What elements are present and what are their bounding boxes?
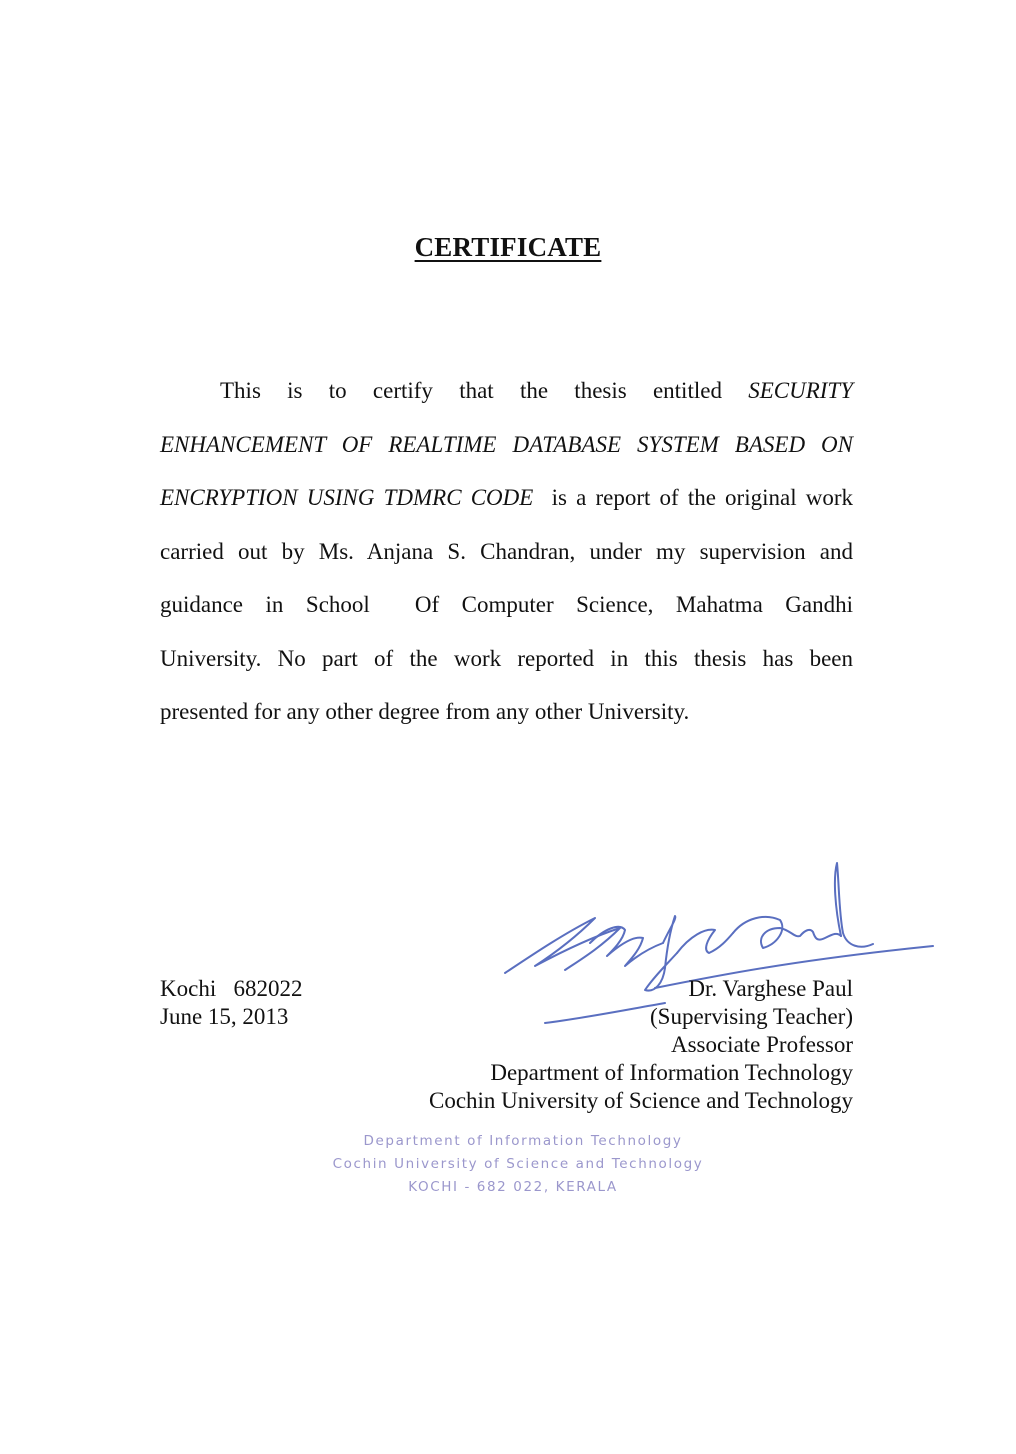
certificate-heading: CERTIFICATE bbox=[414, 232, 602, 262]
signatory-institution: Cochin University of Science and Technology bbox=[428, 1088, 853, 1113]
stamp-line-2: Cochin University of Science and Technology bbox=[332, 1156, 704, 1172]
body-line-7: presented for any other degree from any other University. bbox=[160, 699, 690, 724]
signatory-role: (Supervising Teacher) bbox=[650, 1004, 853, 1029]
certificate-body bbox=[160, 364, 853, 739]
place: Kochi 682022 bbox=[160, 976, 303, 1001]
signatory-name: Dr. Varghese Paul bbox=[688, 976, 853, 1001]
body-line-4: carried out by Ms. Anjana S. Chandran, under my supervision and bbox=[160, 538, 853, 564]
date: June 15, 2013 bbox=[160, 1004, 289, 1029]
body-line-2 bbox=[160, 418, 853, 472]
stamp-line-1: Department of Information Technology bbox=[363, 1133, 683, 1149]
stamp-line-3: KOCHI - 682 022, KERALA bbox=[408, 1179, 618, 1195]
thesis-title-part-1: SECURITY bbox=[748, 378, 853, 403]
signatory-block bbox=[429, 975, 853, 1115]
thesis-title-part-3: ENCRYPTION USING TDMRC CODE bbox=[160, 485, 534, 510]
body-line-5: guidance in School Of Computer Science, Mahatma Gandhi bbox=[160, 592, 853, 617]
body-line-3: ENCRYPTION USING TDMRC CODE is a report of the original work bbox=[160, 485, 854, 510]
signatory-designation: Associate Professor bbox=[670, 1032, 853, 1057]
department-stamp bbox=[0, 1130, 1016, 1199]
signatory-department: Department of Information Technology bbox=[490, 1060, 853, 1085]
place-date-block bbox=[160, 975, 302, 1031]
body-line-6: University. No part of the work reported in this thesis has been bbox=[160, 645, 853, 671]
body-line-1: This is to certify that the thesis entitled SECURITY bbox=[220, 378, 853, 403]
thesis-title-part-2: ENHANCEMENT OF REALTIME DATABASE SYSTEM BASED ON bbox=[160, 431, 853, 457]
